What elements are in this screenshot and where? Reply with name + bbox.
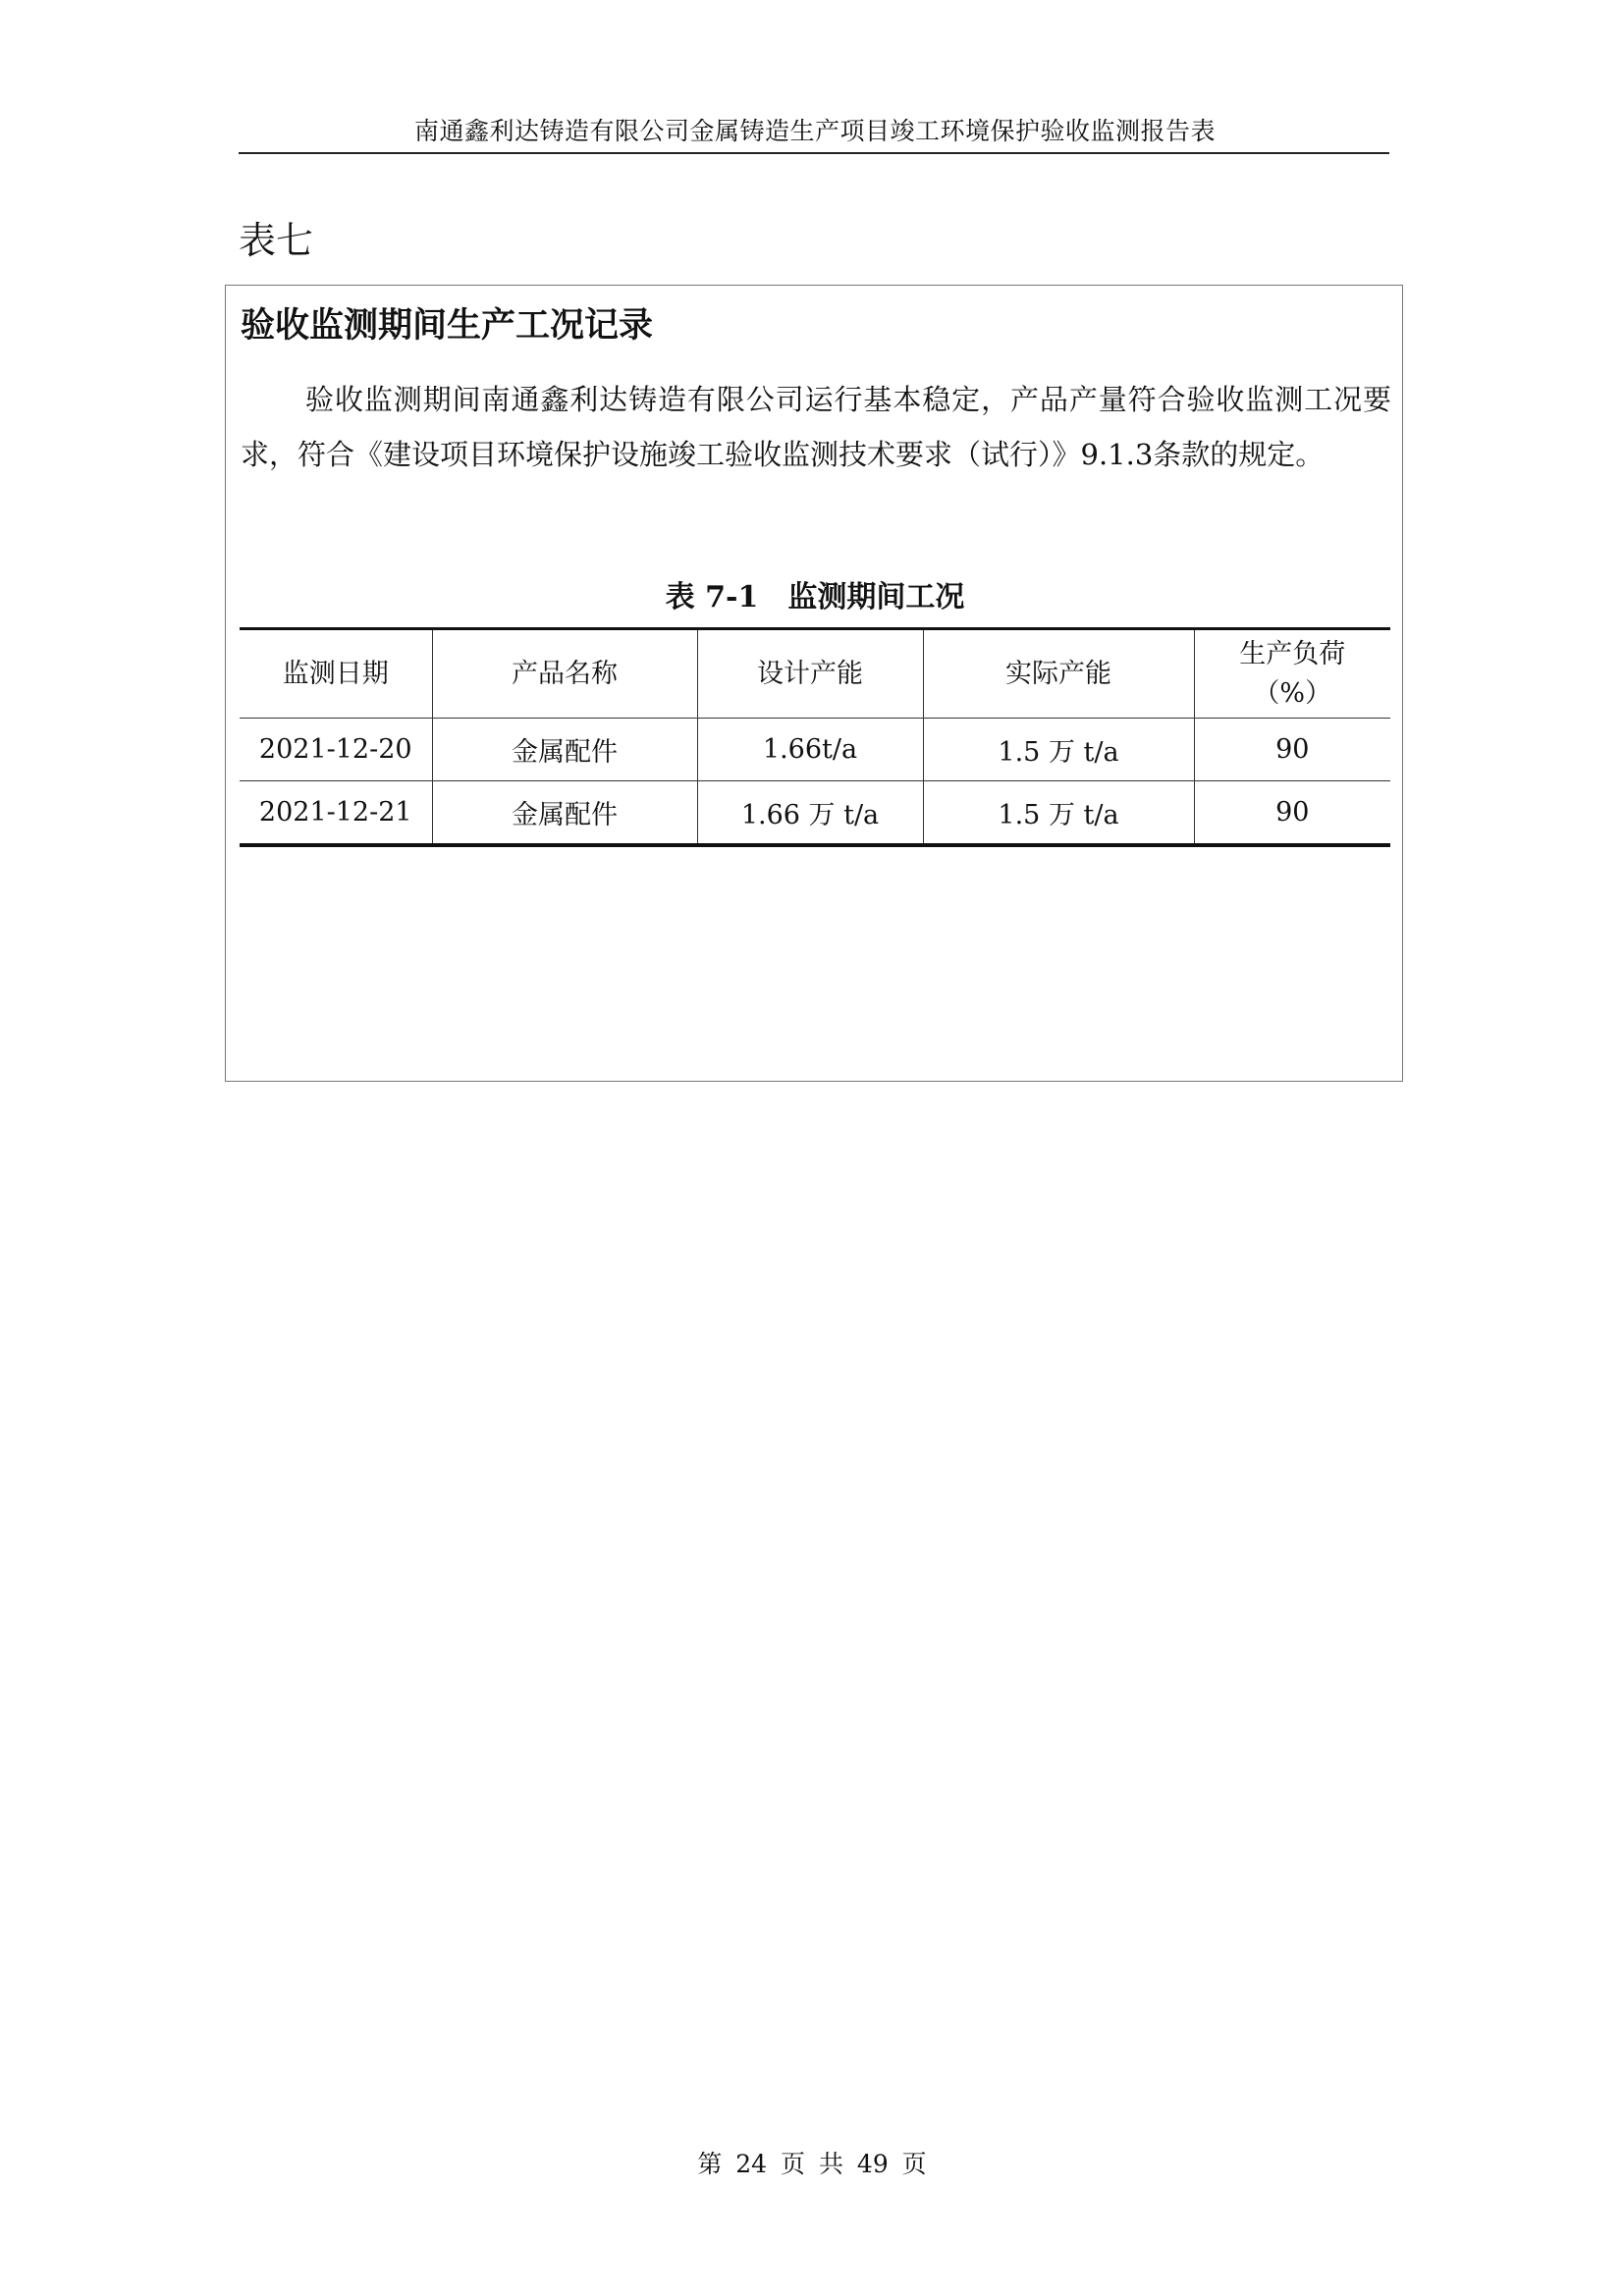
header-design-capacity: 设计产能 <box>697 629 923 719</box>
cell-product: 金属配件 <box>432 781 697 846</box>
content-box <box>225 285 1403 1082</box>
header-load-label: 生产负荷 <box>1239 638 1346 669</box>
header-load <box>1194 629 1390 719</box>
table-caption: 表 7-1 监测期间工况 <box>665 580 965 614</box>
cell-actual-capacity: 1.5 万 t/a <box>923 719 1194 781</box>
box-title: 验收监测期间生产工况记录 <box>241 305 654 346</box>
table-row <box>240 781 1390 846</box>
table-row <box>240 719 1390 781</box>
page-number: 第 24 页 共 49 页 <box>697 2150 927 2178</box>
running-header: 南通鑫利达铸造有限公司金属铸造生产项目竣工环境保护验收监测报告表 <box>413 117 1216 145</box>
table-header-row <box>240 629 1390 719</box>
cell-date: 2021-12-20 <box>240 719 432 781</box>
cell-design-capacity: 1.66 万 t/a <box>697 781 923 846</box>
cell-product: 金属配件 <box>432 719 697 781</box>
cell-design-capacity: 1.66t/a <box>697 719 923 781</box>
header-rule <box>239 152 1389 154</box>
cell-load: 90 <box>1194 719 1390 781</box>
box-paragraph: 验收监测期间南通鑫利达铸造有限公司运行基本稳定，产品产量符合验收监测工况要求，符合《建设项目环境保护设施竣工验收监测技术要求（试行）》9.1.3条款的规定。 <box>241 383 1391 471</box>
header-actual-capacity: 实际产能 <box>923 629 1194 719</box>
header-load-unit: （%） <box>1253 677 1332 709</box>
section-label: 表七 <box>239 219 314 262</box>
cell-actual-capacity: 1.5 万 t/a <box>923 781 1194 846</box>
header-product: 产品名称 <box>432 629 697 719</box>
header-date: 监测日期 <box>240 629 432 719</box>
cell-date: 2021-12-21 <box>240 781 432 846</box>
working-condition-table <box>240 627 1390 847</box>
cell-load: 90 <box>1194 781 1390 846</box>
